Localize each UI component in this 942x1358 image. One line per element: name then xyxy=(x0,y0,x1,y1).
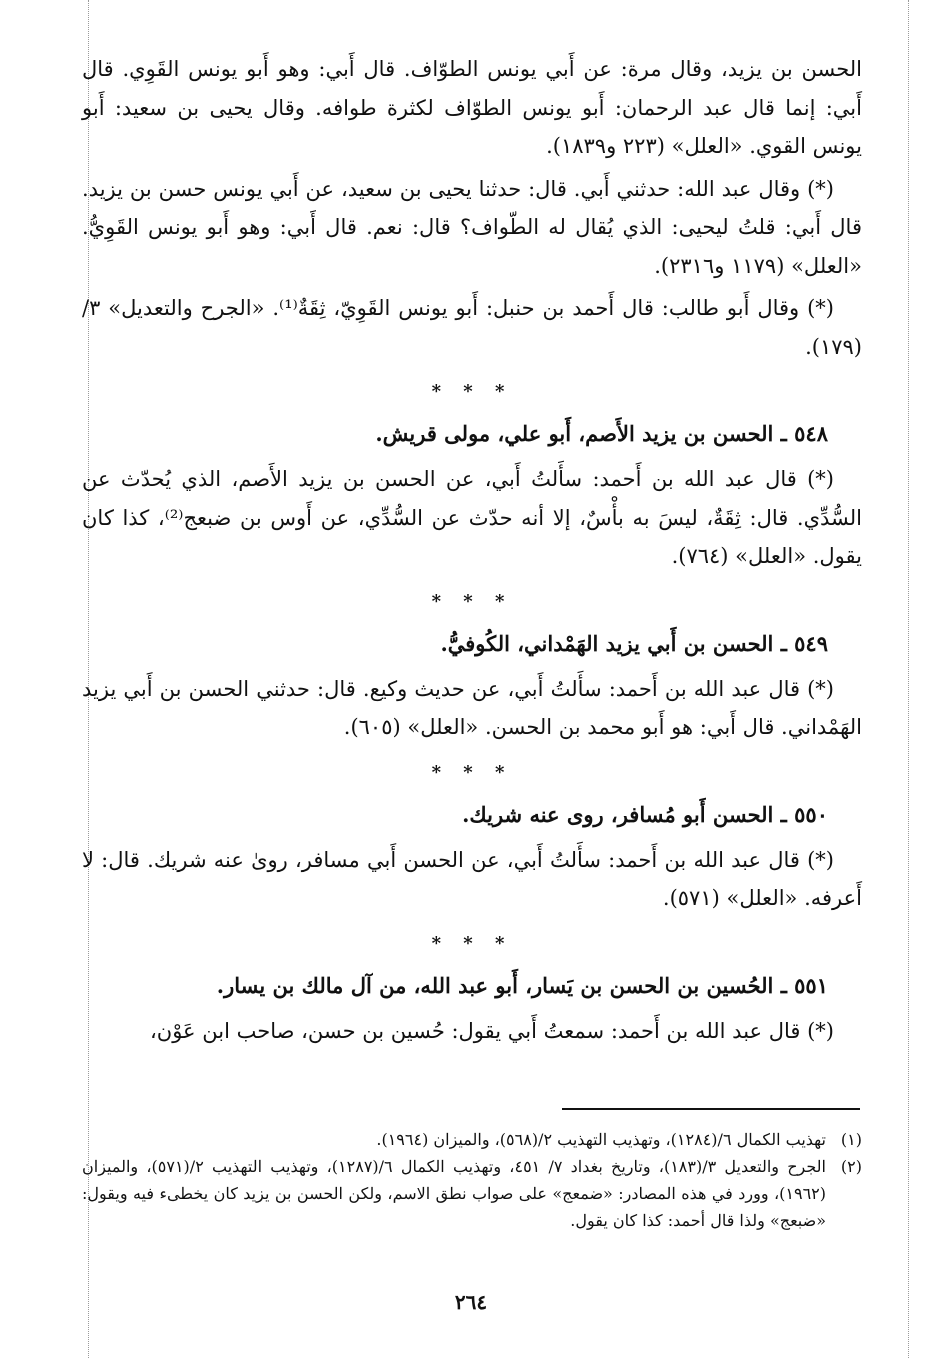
main-text xyxy=(82,50,862,1054)
footnote xyxy=(82,1126,862,1153)
footnote-text: الجرح والتعديل ٣/(١٨٣)، وتاريخ بغداد ٧/ ٤٥١، وتهذيب الكمال ٦/(١٢٨٧)، وتهذيب التهذيب ٢/(٥٧١)، والميزان (١٩٦٢)، وورد في هذه المصادر: «ضمعج» على صواب نطق الاسم، ولكن الحسن بن يزيد كان يخطىء فيه ويقول: «ضبعج» ولذا قال أحمد: كذا كان يقول. xyxy=(82,1157,827,1230)
footnotes xyxy=(82,1126,862,1234)
entry-text-551: (*) قال عبد الله بن أَحمد: سمعتُ أَبي يقول: حُسين بن حسن، صاحب ابن عَوْن، xyxy=(150,1018,834,1043)
entry-heading-548: ٥٤٨ ـ الحسن بن يزيد الأَصم، أَبو علي، مولى قريش. xyxy=(375,421,828,446)
paragraph-abdullah-narration: (*) وقال عبد الله: حدثني أَبي. قال: حدثنا يحيى بن سعيد، عن أَبي يونس حسن بن يزيد. قال أَبي: قلتُ ليحيى: الذي يُقال له الطّواف؟ قال: نعم. قال أَبي: وهو أَبو يونس القَوِيُّ. «العلل» (١١٧٩ و٢٣١٦). xyxy=(82,176,862,278)
section-separator: * * * xyxy=(431,932,513,954)
page-number: ٢٦٤ xyxy=(454,1290,488,1314)
entry-heading-551: ٥٥١ ـ الحُسين بن الحسن بن يَسار، أَبو عبد الله، من آل مالك بن يسار. xyxy=(216,972,828,998)
entry-text-550: (*) قال عبد الله بن أَحمد: سأَلتُ أَبي، عن الحسن أَبي مسافر، روىٰ عنه شريك. قال: لا أَعرفه. «العلل» (٥٧١). xyxy=(82,847,862,910)
paragraph-abu-talib-narration: (*) وقال أَبو طالب: قال أَحمد بن حنبل: أَبو يونس القَوِيّ، ثِقَةٌ⁽¹⁾. «الجرح والتعديل» ٣/ (١٧٩). xyxy=(82,296,862,359)
section-separator: * * * xyxy=(431,381,513,402)
footnote-divider xyxy=(562,1108,860,1110)
scan-margin-line-right xyxy=(908,0,909,1358)
footnote-number: (٢) xyxy=(840,1157,862,1176)
section-separator: * * * xyxy=(431,590,513,612)
footnote xyxy=(82,1153,862,1234)
entry-heading-549: ٥٤٩ ـ الحسن بن أَبي يزيد الهَمْداني، الكُوفيُّ. xyxy=(440,630,828,656)
section-separator: * * * xyxy=(431,761,513,783)
paragraph-continuation: الحسن بن يزيد، وقال مرة: عن أَبي يونس الطوّاف. قال أَبي: وهو أَبو يونس القَوِي. قال أَبي: إنما قال عبد الرحمان: أَبو يونس الطوّاف لكثرة طوافه. وقال يحيى بن سعيد: أَبو يونس القوي. «العلل» (٢٢٣ و١٨٣٩). xyxy=(82,57,862,158)
footnote-text: تهذيب الكمال ٦/(١٢٨٤)، وتهذيب التهذيب ٢/(٥٦٨)، والميزان (١٩٦٤). xyxy=(376,1130,826,1149)
footnote-number: (١) xyxy=(840,1130,862,1149)
entry-text-549: (*) قال عبد الله بن أَحمد: سأَلتُ أَبي، عن حديث وكيع. قال: حدثني الحسن بن أَبي يزيد الهَمْداني. قال أَبي: هو أَبو محمد بن الحسن. «العلل» (٦٠٥). xyxy=(82,676,862,739)
entry-text-548: (*) قال عبد الله بن أَحمد: سأَلتُ أَبي، عن الحسن بن يزيد الأَصم، الذي يُحدّث عن السُّدِّي. قال: ثِقَةٌ، ليسَ به بأْسٌ، إلا أنه حدّث عن السُّدِّي، عن أَوس بن ضبعج⁽²⁾، كذا كان يقول. «العلل» (٧٦٤). xyxy=(82,467,862,568)
entry-heading-550: ٥٥٠ ـ الحسن أَبو مُسافر، روى عنه شريك. xyxy=(462,801,828,827)
